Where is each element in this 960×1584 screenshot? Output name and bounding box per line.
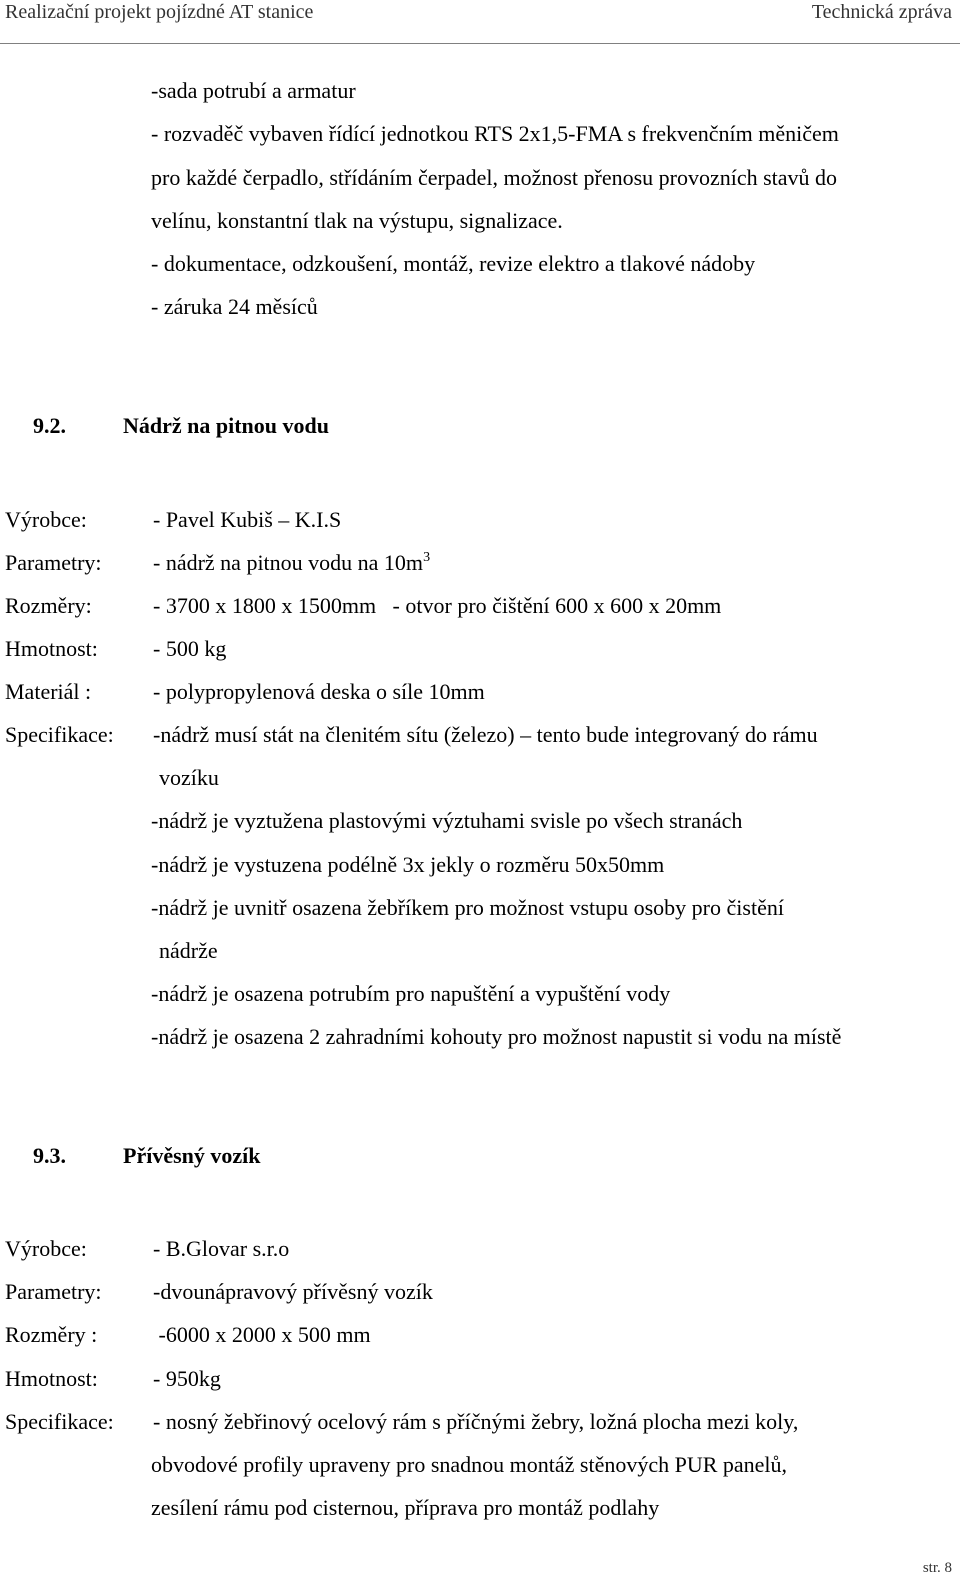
spec-line: zesílení rámu pod cisternou, příprava pro montáž podlahy [151, 1495, 660, 1520]
intro-line: - záruka 24 měsíců [151, 294, 318, 319]
spec-line: -nádrž je osazena potrubím pro napuštění a vypuštění vody [151, 981, 671, 1006]
section-number: 9.3. [33, 1143, 66, 1168]
section-title: Nádrž na pitnou vodu [123, 413, 330, 438]
section-title: Přívěsný vozík [123, 1143, 261, 1168]
section-number: 9.2. [33, 413, 66, 438]
intro-line: velínu, konstantní tlak na výstupu, signalizace. [151, 208, 563, 233]
intro-line: -sada potrubí a armatur [151, 78, 356, 103]
page-number: str. 8 [922, 1560, 952, 1576]
intro-line: - rozvaděč vybaven řídící jednotkou RTS 2x1,5-FMA s frekvenčním měničem [151, 121, 839, 146]
field-label: Parametry: [5, 550, 102, 575]
intro-line: - dokumentace, odzkoušení, montáž, revize elektro a tlakové nádoby [151, 251, 756, 276]
field-label: Materiál : [5, 679, 92, 704]
field-value: - 500 kg [153, 636, 227, 661]
field-label: Výrobce: [5, 1236, 87, 1261]
header-doc-type: Technická zpráva [811, 1, 952, 23]
field-label: Rozměry: [5, 593, 92, 618]
field-label: Výrobce: [5, 507, 87, 532]
field-value: -nádrž musí stát na členitém sítu (železo) – tento bude integrovaný do rámu [153, 722, 818, 747]
field-value: - polypropylenová deska o síle 10mm [153, 679, 485, 704]
superscript: 3 [423, 550, 431, 565]
header-title: Realizační projekt pojízdné AT stanice [5, 1, 314, 23]
field-label: Specifikace: [5, 722, 114, 747]
field-value: - 950kg [153, 1366, 221, 1391]
page-header [0, 0, 960, 44]
spec-line: obvodové profily upraveny pro snadnou montáž stěnových PUR panelů, [151, 1452, 788, 1477]
spec-line: -nádrž je vystuzena podélně 3x jekly o rozměru 50x50mm [151, 852, 665, 877]
field-value: - nosný žebřinový ocelový rám s příčnými žebry, ložná plocha mezi koly, [153, 1409, 799, 1434]
field-label: Rozměry : [5, 1322, 98, 1347]
spec-line: vozíku [159, 765, 219, 790]
field-label: Parametry: [5, 1279, 102, 1304]
field-value: - B.Glovar s.r.o [153, 1236, 290, 1261]
field-value: -6000 x 2000 x 500 mm [153, 1322, 371, 1347]
intro-line: pro každé čerpadlo, střídáním čerpadel, možnost přenosu provozních stavů do [151, 165, 838, 190]
spec-line: -nádrž je vyztužena plastovými výztuhami svisle po všech stranách [151, 808, 743, 833]
spec-line: -nádrž je osazena 2 zahradními kohouty pro možnost napustit si vodu na místě [151, 1024, 842, 1049]
field-value: - nádrž na pitnou vodu na 10m [153, 550, 424, 575]
field-label: Hmotnost: [5, 636, 98, 661]
field-label: Hmotnost: [5, 1366, 98, 1391]
spec-line: -nádrž je uvnitř osazena žebříkem pro možnost vstupu osoby pro čistění [151, 895, 784, 920]
field-value-with-sup [153, 550, 430, 576]
field-value: - 3700 x 1800 x 1500mm - otvor pro čištění 600 x 600 x 20mm [153, 593, 722, 618]
field-value: - Pavel Kubiš – K.I.S [153, 507, 342, 532]
field-value: -dvounápravový přívěsný vozík [153, 1279, 433, 1304]
spec-line: nádrže [159, 938, 218, 963]
field-label: Specifikace: [5, 1409, 114, 1434]
